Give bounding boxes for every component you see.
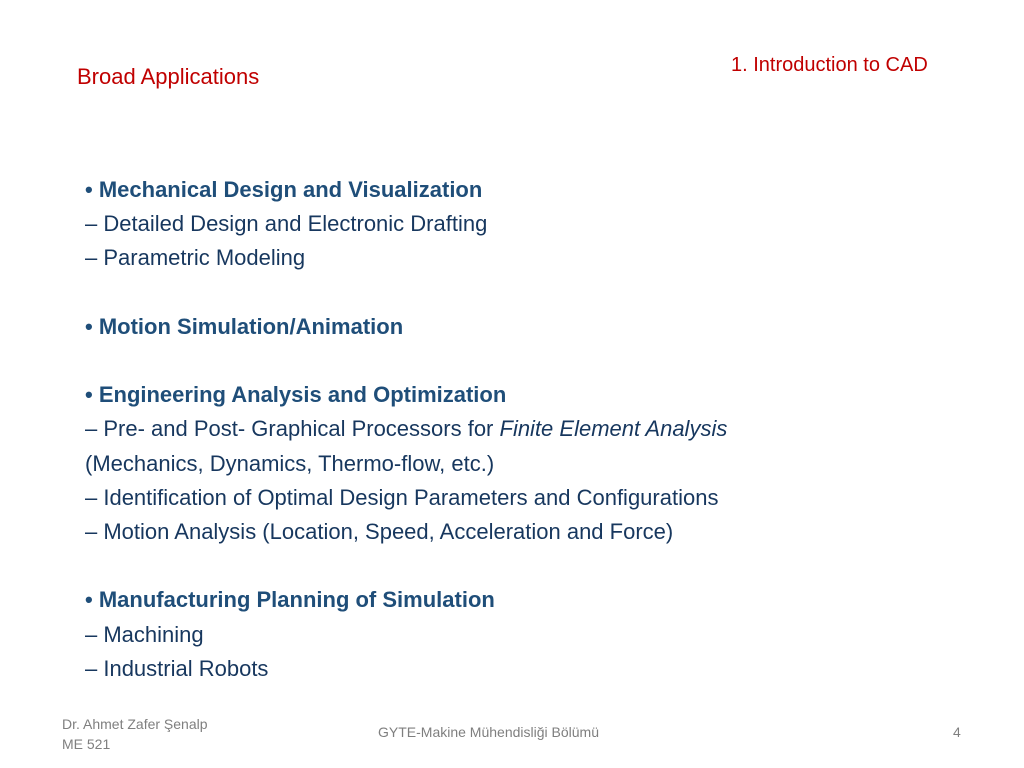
bullet-heading: • Engineering Analysis and Optimization xyxy=(85,382,507,408)
sub-item: – Industrial Robots xyxy=(85,655,269,681)
footer-department: GYTE-Makine Mühendisliği Bölümü xyxy=(378,724,599,740)
heading-text: Motion Simulation/Animation xyxy=(98,313,404,339)
sub-item: – Machining xyxy=(85,621,204,647)
sub-item: – Motion Analysis (Location, Speed, Acceleration and Force) xyxy=(85,519,674,544)
slide-title: Broad Applications xyxy=(77,64,260,89)
sub-item: – Parametric Modeling xyxy=(85,245,306,271)
sub-item-continuation: (Mechanics, Dynamics, Thermo-flow, etc.) xyxy=(85,450,495,476)
sub-item-emphasis: Finite Element Analysis xyxy=(499,416,728,442)
sub-item xyxy=(85,412,965,446)
author-name: Dr. Ahmet Zafer Şenalp xyxy=(62,716,208,732)
heading-text: Engineering Analysis and Optimization xyxy=(98,382,507,408)
heading-text: Mechanical Design and Visualization xyxy=(98,177,483,202)
heading-text: Manufacturing Planning of Simulation xyxy=(98,587,495,613)
sub-item: – Identification of Optimal Design Parameters and Configurations xyxy=(85,484,719,510)
section-label: 1. Introduction to CAD xyxy=(731,54,928,76)
sub-item-text: – Pre- and Post- Graphical Processors for xyxy=(85,416,500,442)
sub-item: – Detailed Design and Electronic Drafting xyxy=(85,211,488,237)
bullet-heading: • Mechanical Design and Visualization xyxy=(85,177,483,202)
course-code: ME 521 xyxy=(62,736,111,752)
footer-author xyxy=(62,714,208,754)
bullet-heading: • Motion Simulation/Animation xyxy=(85,313,404,339)
page-number: 4 xyxy=(953,724,961,740)
bullet-heading: • Manufacturing Planning of Simulation xyxy=(85,587,495,613)
slide-content xyxy=(85,173,965,686)
